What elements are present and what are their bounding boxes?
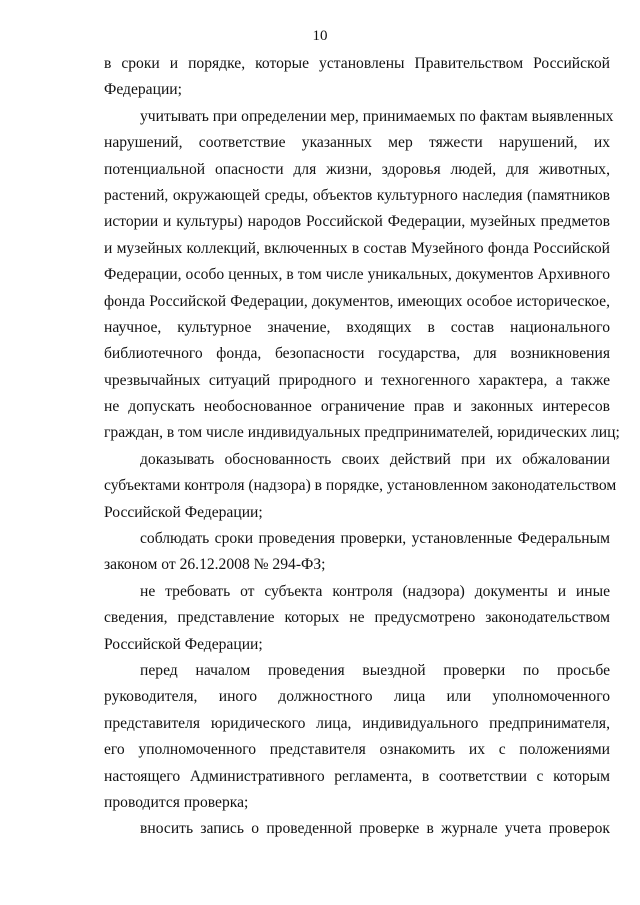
text-line: проводится проверка; (104, 793, 249, 811)
paragraph (104, 579, 610, 658)
text-line: руководителя, иного должностного лица или уполномоченного (104, 688, 610, 706)
text-line: потенциальной опасности для жизни, здоровья людей, для животных, (104, 160, 610, 178)
text-line: истории и культуры) народов Российской Федерации, музейных предметов (104, 213, 610, 231)
text-line: субъектами контроля (надзора) в порядке, установленном законодательством (104, 477, 617, 495)
text-line: растений, окружающей среды, объектов культурного наследия (памятников (104, 186, 610, 204)
text-line: законом от 26.12.2008 № 294-ФЗ; (104, 556, 326, 574)
text-line: настоящего Административного регламента, в соответствии с которым (104, 767, 610, 785)
text-line: не допускать необоснованное ограничение прав и законных интересов (104, 398, 610, 416)
text-line: и музейных коллекций, включенных в состав Музейного фонда Российской (104, 239, 610, 257)
text-line: соблюдать сроки проведения проверки, установленные Федеральным (140, 530, 610, 548)
text-line: чрезвычайных ситуаций природного и техногенного характера, а также (104, 371, 610, 389)
paragraph (104, 526, 610, 579)
paragraph (104, 816, 610, 842)
text-line: Российской Федерации; (104, 635, 263, 653)
paragraph (104, 104, 620, 447)
text-line: библиотечного фонда, безопасности государства, для возникновения (104, 345, 610, 363)
text-line: научное, культурное значение, входящих в состав национального (104, 318, 610, 336)
paragraph (104, 51, 610, 104)
text-line: его уполномоченного представителя ознакомить их с положениями (104, 741, 610, 759)
text-line: учитывать при определении мер, принимаемых по фактам выявленных (140, 107, 614, 125)
text-line: представителя юридического лица, индивидуального предпринимателя, (104, 714, 610, 732)
text-line: Российской Федерации; (104, 503, 263, 521)
text-line: вносить запись о проведенной проверке в журнале учета проверок (140, 820, 610, 838)
text-line: граждан, в том числе индивидуальных предпринимателей, юридических лиц; (104, 424, 620, 442)
page-number: 10 (312, 28, 328, 44)
text-line: фонда Российской Федерации, документов, имеющих особое историческое, (104, 292, 610, 310)
paragraph (104, 658, 610, 816)
text-line: сведения, представление которых не предусмотрено законодательством (104, 609, 610, 627)
text-line: доказывать обоснованность своих действий при их обжаловании (140, 450, 610, 468)
paragraph (104, 447, 617, 526)
document-body (104, 51, 620, 843)
text-line: перед началом проведения выездной проверки по просьбе (140, 661, 610, 679)
text-line: в сроки и порядке, которые установлены Правительством Российской (104, 55, 610, 72)
text-line: Федерации, особо ценных, в том числе уникальных, документов Архивного (104, 266, 610, 284)
text-line: нарушений, соответствие указанных мер тяжести нарушений, их (104, 134, 610, 152)
text-line: не требовать от субъекта контроля (надзора) документы и иные (140, 582, 610, 600)
text-line: Федерации; (104, 81, 182, 99)
